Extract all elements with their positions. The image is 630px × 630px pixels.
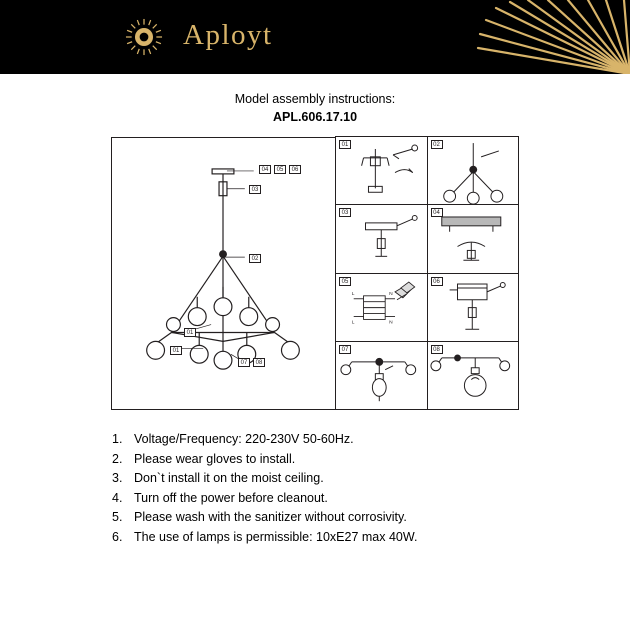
title-block — [0, 90, 630, 126]
callout-06: 06 — [289, 165, 301, 174]
instruction-text: Please wear gloves to install. — [134, 451, 296, 466]
step-grid — [336, 137, 519, 410]
instructions-list — [112, 430, 532, 547]
step-number-05: 05 — [339, 277, 351, 286]
step-number-07: 07 — [339, 345, 351, 354]
callout-05: 05 — [274, 165, 286, 174]
step-number-06: 06 — [431, 277, 443, 286]
step-cell-02 — [427, 136, 520, 205]
instruction-number: 4. — [112, 490, 123, 505]
callout-02: 02 — [249, 254, 261, 263]
diagram-area — [111, 137, 519, 410]
instruction-item — [112, 430, 532, 450]
svg-text:L: L — [351, 319, 355, 325]
svg-text:N: N — [389, 291, 393, 297]
step-number-03: 03 — [339, 208, 351, 217]
callout-07: 07 — [238, 358, 250, 367]
sunburst-logo-icon — [125, 18, 163, 56]
step-assemble-arms-icon — [428, 137, 519, 204]
step-number-02: 02 — [431, 140, 443, 149]
step-cell-07 — [335, 341, 428, 410]
instruction-number: 2. — [112, 451, 123, 466]
page-title: Model assembly instructions: — [234, 92, 396, 106]
step-cell-04 — [427, 204, 520, 273]
ray-burst-decoration-icon — [400, 0, 630, 74]
main-product-drawing — [111, 137, 336, 410]
step-attach-rod-bracket-icon — [336, 137, 427, 204]
callout-03: 03 — [249, 185, 261, 194]
callout-08: 08 — [253, 358, 265, 367]
step-cell-06 — [427, 273, 520, 342]
instruction-text: Voltage/Frequency: 220-230V 50-60Hz. — [134, 432, 354, 446]
callout-01-b: 01 — [170, 346, 182, 355]
svg-text:N: N — [389, 319, 393, 325]
step-cell-01 — [335, 136, 428, 205]
step-number-01: 01 — [339, 140, 351, 149]
instruction-item — [112, 469, 532, 489]
step-number-08: 08 — [431, 345, 443, 354]
step-number-04: 04 — [431, 208, 443, 217]
step-cell-03 — [335, 204, 428, 273]
instruction-item — [112, 508, 532, 528]
callout-01-a: 01 — [184, 328, 196, 337]
step-cell-05 — [335, 273, 428, 342]
instruction-number: 5. — [112, 510, 123, 524]
brand-name: Aployt — [183, 19, 273, 51]
model-code: APL.606.17.10 — [272, 110, 358, 124]
step-rod-extension-icon — [336, 205, 427, 272]
svg-text:L: L — [351, 291, 355, 297]
callout-04: 04 — [259, 165, 271, 174]
instruction-number: 1. — [112, 432, 123, 446]
step-mount-canopy-icon — [428, 274, 519, 341]
instruction-item — [112, 489, 532, 509]
instruction-text: Turn off the power before cleanout. — [134, 490, 328, 505]
instruction-number: 3. — [112, 471, 123, 485]
step-attach-glass-shade-icon — [428, 342, 519, 409]
instruction-item — [112, 450, 532, 470]
step-cell-08 — [427, 341, 520, 410]
instruction-text: Don`t install it on the moist ceiling. — [134, 471, 324, 485]
step-ceiling-plate-icon — [428, 205, 519, 272]
step-wiring-terminal-icon — [336, 274, 427, 341]
instruction-text: The use of lamps is permissible: 10xE27 max 40W. — [134, 529, 418, 544]
instruction-text: Please wash with the sanitizer without corrosivity. — [134, 510, 407, 524]
instruction-number: 6. — [112, 529, 123, 544]
header-banner — [0, 0, 630, 74]
chandelier-illustration — [112, 138, 335, 409]
step-install-bulb-icon — [336, 342, 427, 409]
instruction-item — [112, 528, 532, 548]
